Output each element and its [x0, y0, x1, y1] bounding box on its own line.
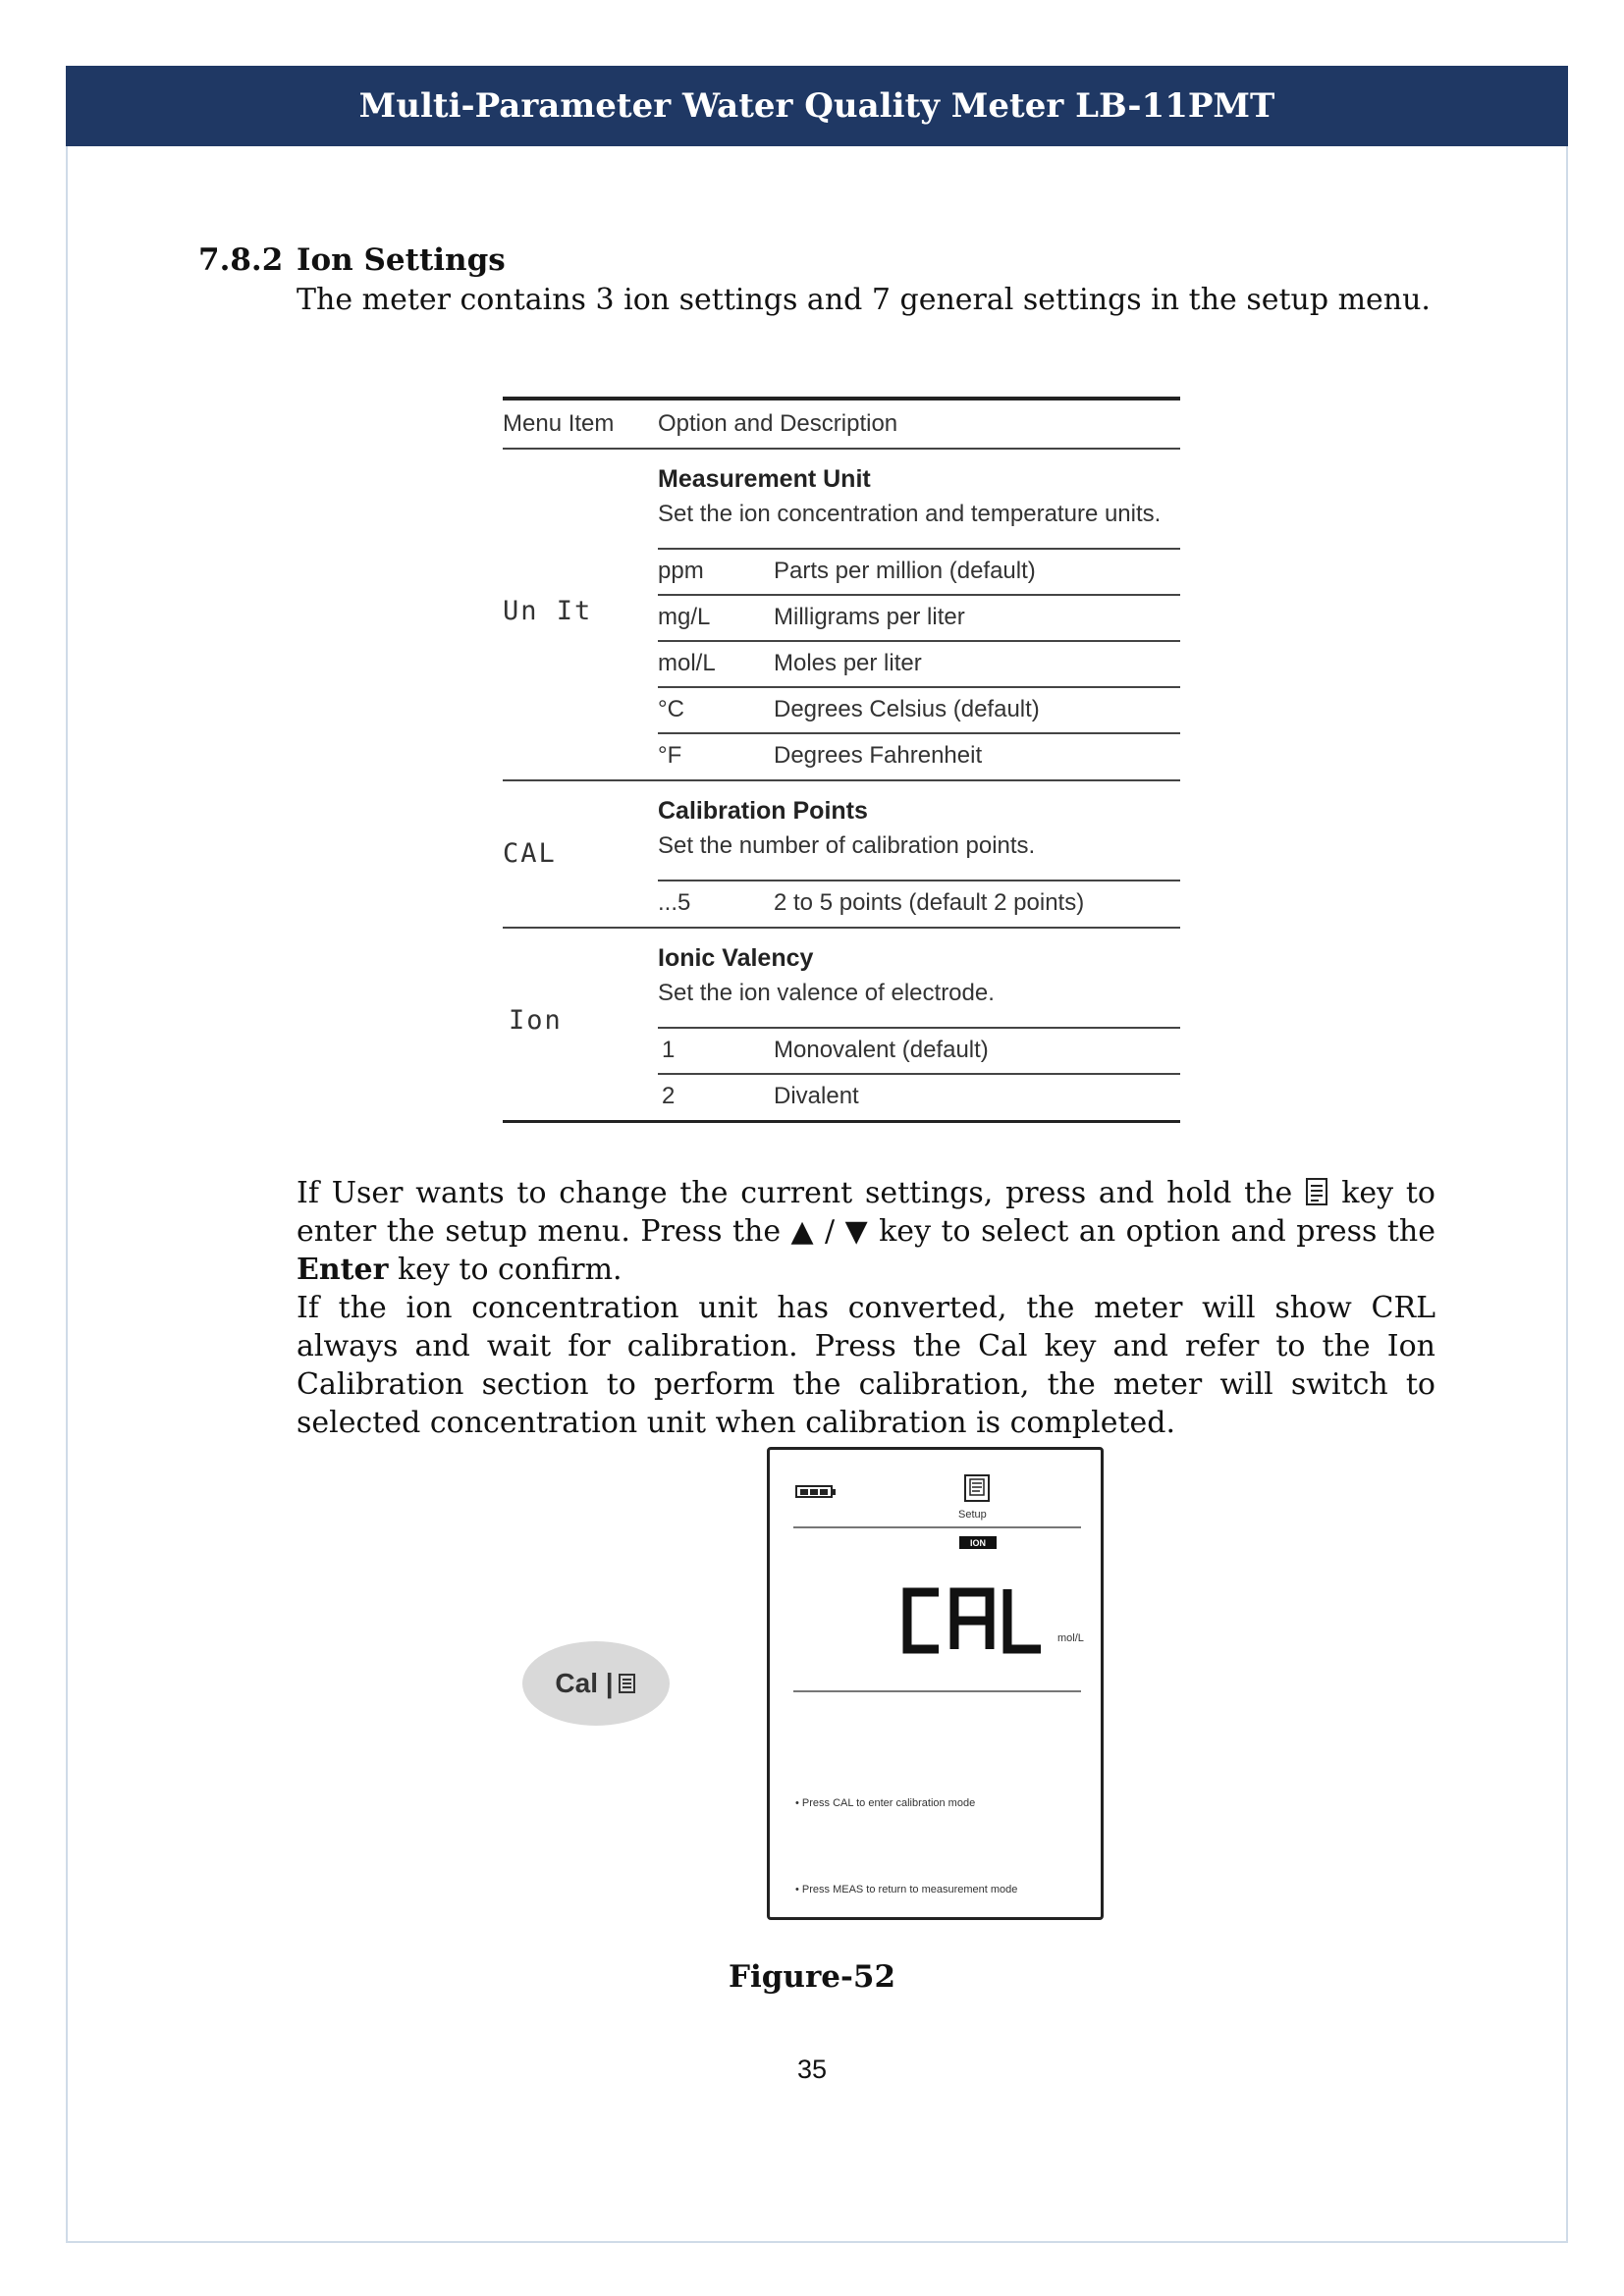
section-intro: The meter contains 3 ion settings and 7 general settings in the setup menu.: [297, 283, 1431, 317]
table-top-rule: [503, 397, 1180, 400]
setup-icon: [962, 1473, 992, 1503]
row-rule: [658, 686, 1180, 688]
cal-button: [522, 1641, 670, 1726]
group-title-cal: Calibration Points: [658, 797, 868, 825]
option-key: mg/L: [658, 604, 711, 630]
option-desc: 2 to 5 points (default 2 points): [774, 889, 1085, 916]
cal-button-label: Cal |: [555, 1668, 614, 1698]
group-title-unit: Measurement Unit: [658, 465, 871, 493]
lcd-screen: [767, 1447, 1104, 1920]
group-desc-ion: Set the ion valence of electrode.: [658, 980, 995, 1006]
para1-part2: key to enter the setup menu. Press the ▲ / ▼ key to select an option and press the: [297, 1176, 1435, 1249]
menu-code-cal: CAL: [503, 838, 557, 869]
row-rule: [658, 594, 1180, 596]
col-header-menu: Menu Item: [503, 410, 615, 437]
row-rule: [658, 732, 1180, 734]
lcd-divider-bottom: [793, 1690, 1081, 1692]
group-desc-cal: Set the number of calibration points.: [658, 832, 1036, 859]
page-number: 35: [796, 2055, 828, 2084]
group-rule: [503, 927, 1180, 929]
ion-badge: ION: [959, 1536, 997, 1549]
para1-part3: key to confirm.: [397, 1253, 623, 1287]
cal-segment-display: [899, 1587, 1047, 1654]
option-key: ...5: [658, 889, 691, 916]
lcd-note-meas: • Press MEAS to return to measurement mode: [795, 1884, 1018, 1896]
para1-part1: If User wants to change the current settings, press and hold the: [297, 1176, 1293, 1210]
option-desc: Moles per liter: [774, 650, 922, 676]
col-header-option: Option and Description: [658, 410, 898, 437]
setup-key-icon: [1302, 1177, 1331, 1206]
group-rule: [503, 779, 1180, 781]
group-desc-unit: Set the ion concentration and temperature units.: [658, 501, 1162, 527]
setup-small-icon: [618, 1673, 637, 1694]
section-number: 7.8.2: [198, 242, 284, 278]
row-rule: [658, 880, 1180, 881]
conversion-paragraph: If the ion concentration unit has converted, the meter will show CRL always and wait for calibration. Press the Cal key and refer to the Ion Calibration section to perform the calibration, the meter will switch to selected concentration unit when calibration is completed.: [297, 1291, 1435, 1440]
option-key: 1: [662, 1037, 676, 1063]
option-desc: Divalent: [774, 1083, 859, 1109]
lcd-divider-top: [793, 1526, 1081, 1528]
battery-icon: [795, 1485, 833, 1498]
menu-code-ion: Ion: [509, 1005, 563, 1036]
page-header: [66, 66, 1568, 146]
option-desc: Degrees Celsius (default): [774, 696, 1040, 722]
group-title-ion: Ionic Valency: [658, 944, 814, 972]
row-rule: [658, 1073, 1180, 1075]
section-title: Ion Settings: [297, 242, 506, 278]
enter-key-label: Enter: [297, 1253, 389, 1287]
row-rule: [658, 1027, 1180, 1029]
figure-caption: Figure-52: [728, 1959, 896, 1995]
header-rule: [503, 448, 1180, 450]
header-title: Multi-Parameter Water Quality Meter LB-11PMT: [358, 86, 1275, 126]
option-desc: Parts per million (default): [774, 558, 1036, 584]
concentration-unit: mol/L: [1057, 1632, 1084, 1644]
option-key: mol/L: [658, 650, 716, 676]
row-rule: [658, 548, 1180, 550]
table-bottom-rule: [503, 1120, 1180, 1123]
instruction-paragraph: [297, 1174, 1435, 1289]
setup-label: Setup: [958, 1509, 987, 1521]
option-desc: Degrees Fahrenheit: [774, 742, 983, 769]
option-key: 2: [662, 1083, 676, 1109]
option-key: ppm: [658, 558, 704, 584]
menu-code-unit: Un It: [503, 596, 593, 626]
option-desc: Milligrams per liter: [774, 604, 965, 630]
option-desc: Monovalent (default): [774, 1037, 989, 1063]
row-rule: [658, 640, 1180, 642]
option-key: °C: [658, 696, 684, 722]
lcd-note-cal: • Press CAL to enter calibration mode: [795, 1797, 976, 1809]
option-key: °F: [658, 742, 682, 769]
